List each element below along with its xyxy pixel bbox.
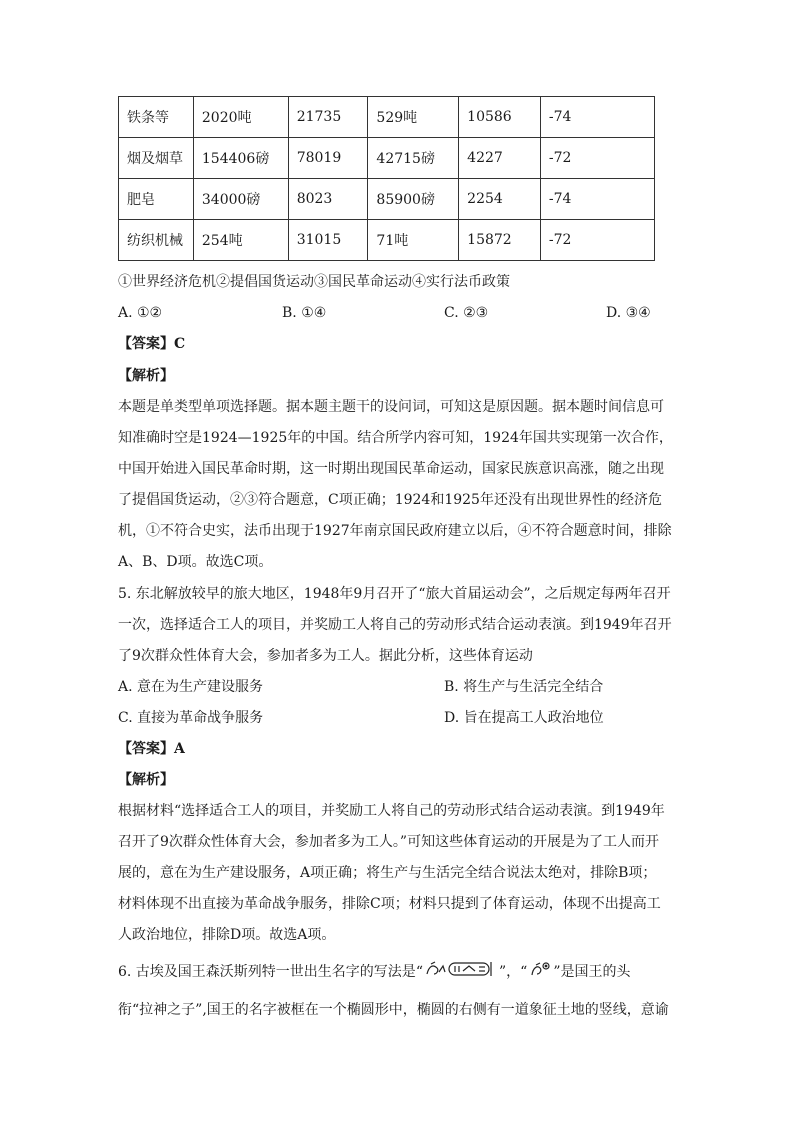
q5-stem-line: 一次，选择适合工人的项目，并奖励工人将自己的劳动形式结合运动表演。到1949年召开 — [118, 617, 672, 633]
table-cell: 154406磅 — [193, 138, 288, 179]
q5-answer: 【答案】A — [118, 741, 185, 757]
table-cell: 8023 — [288, 179, 368, 220]
table-row — [119, 179, 655, 220]
q6-stem-line-2: 衔“拉神之子”,国王的名字被框在一个椭圆形中，椭圆的右侧有一道象征土地的竖线，意谕 — [118, 1002, 669, 1018]
table-cell: -72 — [540, 220, 654, 261]
table-cell: 529吨 — [368, 97, 459, 138]
table-cell: 4227 — [459, 138, 541, 179]
table-cell: 2020吨 — [193, 97, 288, 138]
q4-option-b: B. ①④ — [282, 305, 327, 321]
q6-quote: “ — [415, 964, 423, 980]
table-cell: 71吨 — [368, 220, 459, 261]
q6-text: ”是国王的头 — [553, 964, 631, 980]
table-cell: 21735 — [288, 97, 368, 138]
q5-analysis-line: 展的，意在为生产建设服务，A项正确；将生产与生活完全结合说法太绝对，排除B项； — [118, 865, 657, 881]
q5-analysis-line: 召开了9次群众性体育大会，参加者多为工人。”可知这些体育运动的开展是为了工人而开 — [118, 834, 660, 850]
table-cell: -72 — [540, 138, 654, 179]
table-cell-item: 烟及烟草 — [119, 138, 194, 179]
table-row — [119, 138, 655, 179]
q4-analysis-line: 本题是单类型单项选择题。据本题主题干的设问词，可知这是原因题。据本题时间信息可 — [118, 399, 664, 415]
table-cell-item: 肥皂 — [119, 179, 194, 220]
q4-analysis-line: 中国开始进入国民革命时期，这一时期出现国民革命运动，国家民族意识高涨，随之出现 — [118, 461, 664, 477]
q4-analysis-line: 知准确时空是1924—1925年的中国。结合所学内容可知，1924年国共实现第一次合作， — [118, 430, 673, 446]
q5-analysis-line: 根据材料“选择适合工人的项目，并奖励工人将自己的劳动形式结合运动表演。到1949年 — [118, 803, 665, 819]
table-cell: 78019 — [288, 138, 368, 179]
table-cell-item: 铁条等 — [119, 97, 194, 138]
table-cell: -74 — [540, 97, 654, 138]
q6-quote: ”， — [498, 964, 521, 980]
q5-option-b: B. 将生产与生活完全结合 — [444, 679, 604, 695]
q4-analysis-line: A、B、D项。故选C项。 — [118, 554, 273, 570]
q5-analysis-line: 人政治地位，排除D项。故选A项。 — [118, 927, 336, 943]
q4-statements: ①世界经济危机②提倡国货运动③国民革命运动④实行法币政策 — [118, 274, 510, 290]
q4-option-a: A. ①② — [118, 305, 163, 321]
table-cell: 42715磅 — [368, 138, 459, 179]
q5-analysis-label: 【解析】 — [118, 772, 174, 788]
cartouche-hieroglyph-icon — [425, 960, 497, 984]
table-cell: 2254 — [459, 179, 541, 220]
table-row — [119, 220, 655, 261]
q4-answer: 【答案】C — [118, 336, 186, 352]
table-cell: 34000磅 — [193, 179, 288, 220]
table-cell: 10586 — [459, 97, 541, 138]
q4-option-d: D. ③④ — [606, 305, 651, 321]
table-cell: 85900磅 — [368, 179, 459, 220]
table-cell: 31015 — [288, 220, 368, 261]
son-of-ra-hieroglyph-icon — [529, 960, 551, 984]
q5-option-a: A. 意在为生产建设服务 — [118, 679, 264, 695]
q6-text: 6. 古埃及国王森沃斯列特一世出生名字的写法是 — [118, 964, 416, 980]
q4-analysis-line: 机，①不符合史实，法币出现于1927年南京国民政府建立以后，④不符合题意时间，排除 — [118, 523, 672, 539]
q5-option-c: C. 直接为革命战争服务 — [118, 710, 264, 726]
q6-quote: “ — [520, 964, 528, 980]
table-row — [119, 97, 655, 138]
table-cell: -74 — [540, 179, 654, 220]
table-cell-item: 纺织机械 — [119, 220, 194, 261]
trade-data-table — [118, 96, 655, 261]
q6-stem-line-1 — [118, 960, 678, 984]
table-cell: 15872 — [459, 220, 541, 261]
q4-option-c: C. ②③ — [444, 305, 489, 321]
q5-stem-line: 5. 东北解放较早的旅大地区，1948年9月召开了“旅大首届运动会”，之后规定每两年召开 — [118, 586, 671, 602]
q4-analysis-line: 了提倡国货运动，②③符合题意，C项正确；1924和1925年还没有出现世界性的经济危 — [118, 492, 662, 508]
q4-analysis-label: 【解析】 — [118, 368, 174, 384]
q5-analysis-line: 材料体现不出直接为革命战争服务，排除C项；材料只提到了体育运动，体现不出提高工 — [118, 896, 661, 912]
table-cell: 254吨 — [193, 220, 288, 261]
q5-option-d: D. 旨在提高工人政治地位 — [444, 710, 604, 726]
q5-stem-line: 了9次群众性体育大会，参加者多为工人。据此分析，这些体育运动 — [118, 648, 533, 664]
